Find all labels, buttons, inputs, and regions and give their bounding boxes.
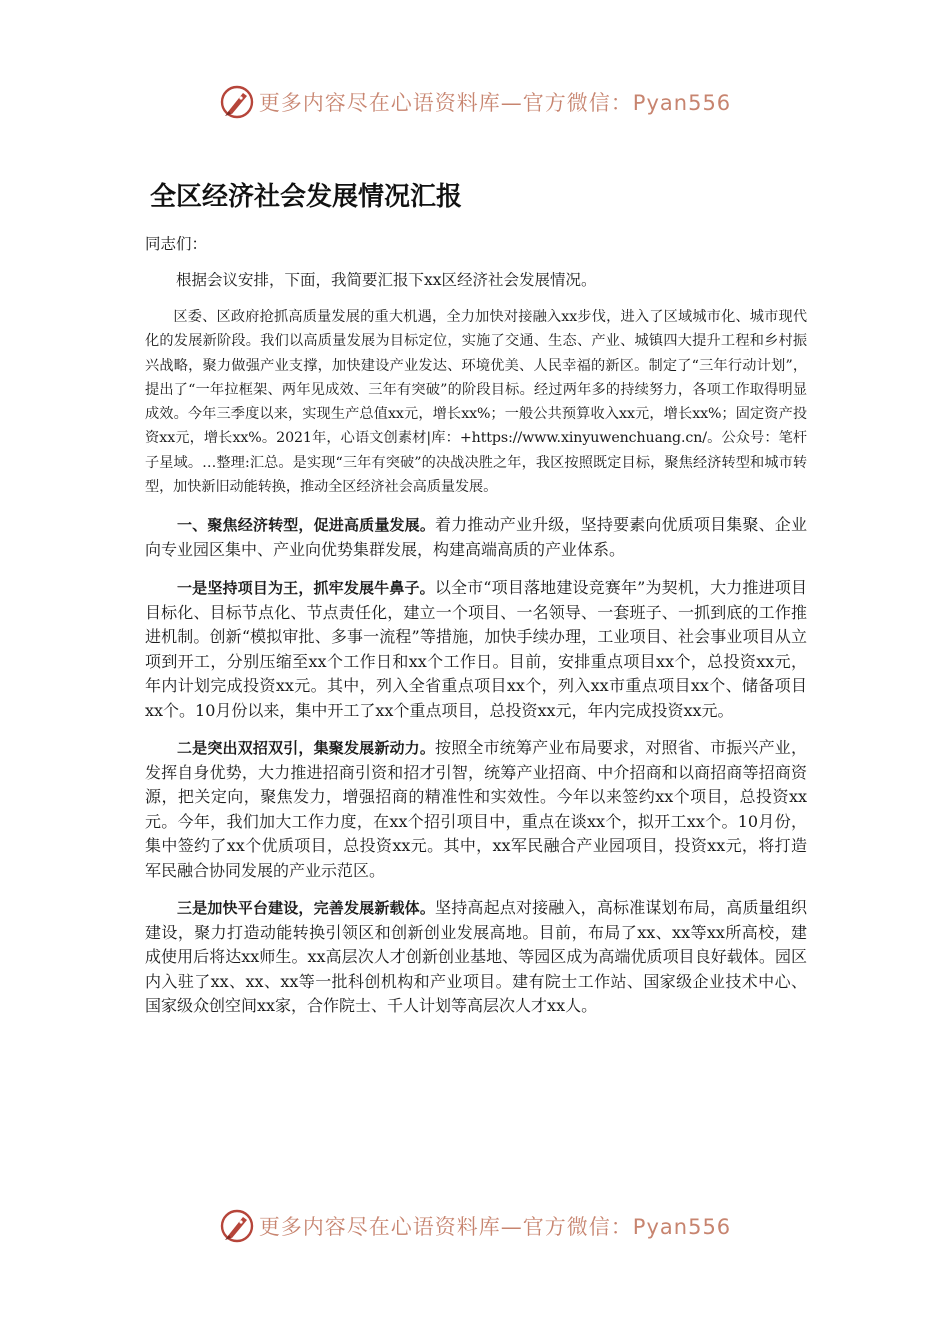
section-paragraph	[145, 513, 807, 562]
section-paragraph	[145, 736, 807, 883]
pen-nib-logo-icon	[219, 1208, 255, 1244]
section-lead: 一、聚焦经济转型，促进高质量发展。	[177, 516, 436, 535]
section-lead: 一是坚持项目为王，抓牢发展牛鼻子。	[177, 579, 435, 598]
document-body	[145, 232, 807, 1019]
section-text: 着力推动产业升级，坚持要素向优质项目集聚、企业向专业园区集中、产业向优势集群发展，构建高端高质的产业体系。	[145, 515, 807, 559]
header-banner-text: 更多内容尽在心语资料库—官方微信：Pyan556	[258, 91, 732, 115]
section-text: 坚持高起点对接融入，高标准谋划布局，高质量组织建设，聚力打造动能转换引领区和创新创业发展高地。目前，布局了xx、xx等xx所高校，建成使用后将达xx师生。xx高层次人才创新创业基地、等园区成为高端优质项目良好载体。园区内入驻了xx、xx、xx等一批科创机构和产业项目。建有院士工作站、国家级企业技术中心、国家级众创空间xx家，合作院士、千人计划等高层次人才xx人。	[145, 898, 807, 1016]
section-paragraph	[145, 576, 807, 723]
section-lead: 三是加快平台建设，完善发展新载体。	[177, 899, 436, 918]
section-lead: 二是突出双招双引，集聚发展新动力。	[177, 739, 436, 758]
pen-nib-logo-icon	[219, 84, 255, 120]
section-text: 按照全市统筹产业布局要求，对照省、市振兴产业，发挥自身优势，大力推进招商引资和招才引智，统筹产业招商、中介招商和以商招商等招商资源，把关定向，聚焦发力，增强招商的精准性和实效性。今年以来签约xx个项目，总投资xx元。今年，我们加大工作力度，在xx个招引项目中，重点在谈xx个，拟开工xx个。10月份，集中签约了xx个优质项目，总投资xx元。其中，xx军民融合产业园项目，投资xx元，将打造军民融合协同发展的产业示范区。	[145, 738, 807, 880]
intro-paragraph: 区委、区政府抢抓高质量发展的重大机遇，全力加快对接融入xx步伐，进入了区域城市化、城市现代化的发展新阶段。我们以高质量发展为目标定位，实施了交通、生态、产业、城镇四大提升工程和乡村振兴战略，聚力做强产业支撑，加快建设产业发达、环境优美、人民幸福的新区。制定了“三年行动计划”，提出了“一年拉框架、两年见成效、三年有突破”的阶段目标。经过两年多的持续努力，各项工作取得明显成效。今年三季度以来，实现生产总值xx元，增长xx%；一般公共预算收入xx元，增长xx%；固定资产投资xx元，增长xx%。2021年，心语文创素材|库：+https://www.xinyuwenchuang.cn/。公众号：笔杆子星域。…整理:汇总。是实现“三年有突破”的决战决胜之年，我区按照既定目标，聚焦经济转型和城市转型，加快新旧动能转换，推动全区经济社会高质量发展。	[145, 309, 807, 496]
footer-banner-text: 更多内容尽在心语资料库—官方微信：Pyan556	[258, 1215, 732, 1239]
section-text: 以全市“项目落地建设竞赛年”为契机，大力推进项目目标化、目标节点化、节点责任化，建立一个项目、一名领导、一套班子、一抓到底的工作推进机制。创新“模拟审批、多事一流程”等措施，加快手续办理，工业项目、社会事业项目从立项到开工，分别压缩至xx个工作日和xx个工作日。目前，安排重点项目xx个，总投资xx元，年内计划完成投资xx元。其中，列入全省重点项目xx个，列入xx市重点项目xx个、储备项目xx个。10月份以来，集中开工了xx个重点项目，总投资xx元，年内完成投资xx元。	[145, 578, 807, 720]
section-paragraph	[145, 896, 807, 1019]
header-banner	[0, 80, 950, 124]
opening-paragraph: 根据会议安排，下面，我简要汇报下xx区经济社会发展情况。	[176, 271, 597, 289]
page-title: 全区经济社会发展情况汇报	[150, 182, 463, 212]
salutation: 同志们：	[145, 235, 208, 253]
footer-banner	[0, 1204, 950, 1248]
